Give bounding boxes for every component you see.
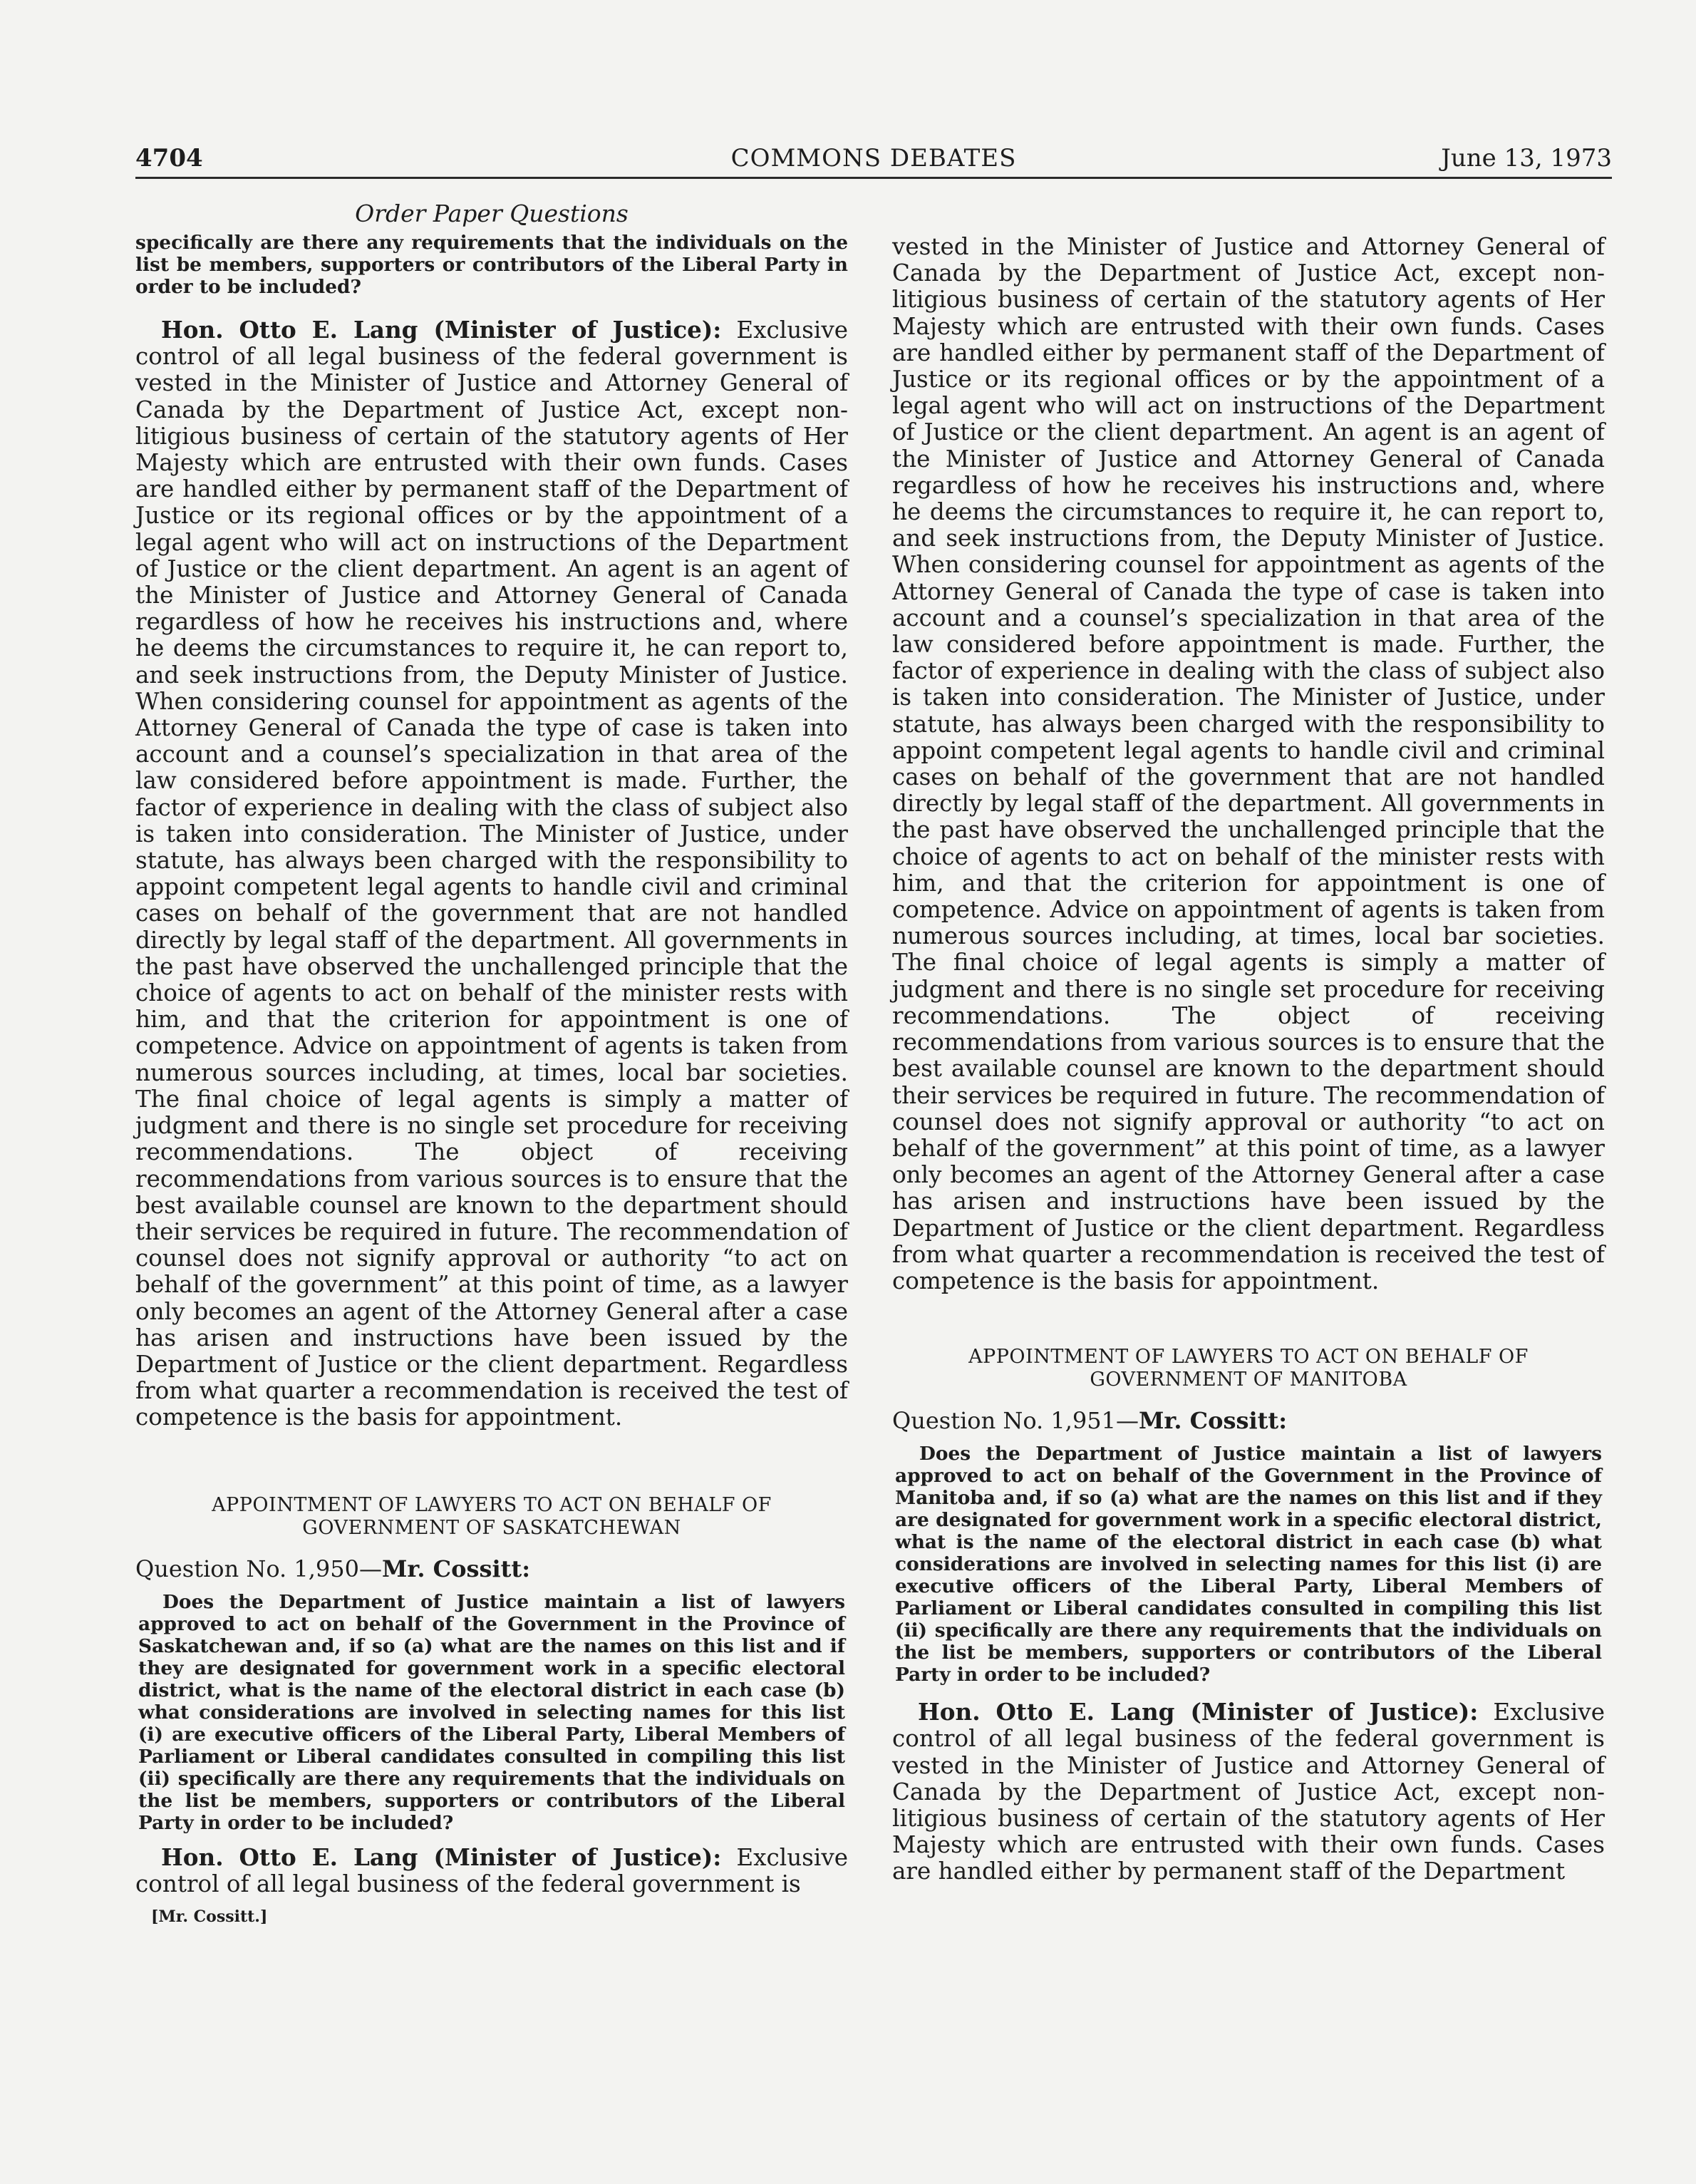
member-name: Mr. Cossitt:	[1139, 1407, 1287, 1435]
speaker-name: Hon. Otto E. Lang (Minister of Justice):	[918, 1698, 1479, 1726]
answer-text: Exclusive control of all legal business of the federal government is vested in the Minister of Justice and Attorney General of Canada by the Department of Justice Act, except non-litigious business of certain of the statutory agents of Her Majesty which are entrusted with their own funds. Cases are handled either by permanent staff of the Department	[892, 1699, 1605, 1885]
right-column	[892, 234, 1605, 1885]
question-text: Does the Department of Justice maintain a list of lawyers approved to act on behalf of the Government in the Province of Manitoba and, if so (a) what are the names on this list and if they are designated for government work in a specific electoral district, what is the name of the electoral district in each case (b) what considerations are involved in selecting names for this list (i) are executive officers of the Liberal Party, Liberal Members of Parliament or Liberal candidates consulted in compiling this list (ii) specifically are there any requirements that the individuals on the list be members, supporters or contributors of the Liberal Party in order to be included?	[895, 1443, 1602, 1686]
page-number: 4704	[135, 144, 203, 172]
section-heading: APPOINTMENT OF LAWYERS TO ACT ON BEHALF OF GOVERNMENT OF MANITOBA	[968, 1346, 1529, 1391]
question-text: Does the Department of Justice maintain a list of lawyers approved to act on behalf of the Government in the Province of Saskatchewan and, if so (a) what are the names on this list and if they are designated for government work in a specific electoral district, what is the name of the electoral district in each case (b) what considerations are involved in selecting names for this list (i) are executive officers of the Liberal Party, Liberal Members of Parliament or Liberal candidates consulted in compiling this list (ii) specifically are there any requirements that the individuals on the list be members, supporters or contributors of the Liberal Party in order to be included?	[138, 1590, 845, 1834]
speaker-name: Hon. Otto E. Lang (Minister of Justice):	[161, 316, 722, 344]
footer-speaker-tag: [Mr. Cossitt.]	[151, 1907, 268, 1926]
member-name: Mr. Cossitt:	[382, 1555, 530, 1582]
running-head: Order Paper Questions	[355, 200, 629, 227]
question-number: Question No. 1,950—	[135, 1555, 382, 1582]
publication-date: June 13, 1973	[1441, 144, 1612, 172]
left-column	[135, 192, 848, 1926]
section-heading: APPOINTMENT OF LAWYERS TO ACT ON BEHALF OF GOVERNMENT OF SASKATCHEWAN	[212, 1493, 772, 1539]
answer-text: Exclusive control of all legal business of the federal government is vested in the Minister of Justice and Attorney General of Canada by the Department of Justice Act, except non-litigious business of certain of the statutory agents of Her Majesty which are entrusted with their own funds. Cases are handled either by permanent staff of the Department of Justice or its regional offices or by the appointment of a legal agent who will act on instructions of the Department of Justice or the client department. An agent is an agent of the Minister of Justice and Attorney General of Canada regardless of how he receives his instructions and, where he deems the circumstances to require it, he can report to, and seek instructions from, the Deputy Minister of Justice. When considering counsel for appointment as agents of the Attorney General of Canada the type of case is taken into account and a counsel’s specialization in that area of the law considered before appointment is made. Further, the factor of experience in dealing with the class of subject also is taken into consideration. The Minister of Justice, under statute, has always been charged with the responsibility to appoint competent legal agents to handle civil and criminal cases on behalf of the government that are not handled directly by legal staff of the department. All governments in the past have observed the unchallenged principle that the choice of agents to act on behalf of the minister rests with him, and that the criterion for appointment is one of competence. Advice on appointment of agents is taken from numerous sources including, at times, local bar societies. The final choice of legal agents is simply a matter of judgment and there is no single set procedure for receiving recommendations. The object of receiving recommendations from various sources is to ensure that the best available counsel are known to the department should their services be required in future. The recommendation of counsel does not signify approval or authority “to act on behalf of the government” at this point of time, as a lawyer only becomes an agent of the Attorney General after a case has arisen and instructions have been issued by the Department of Justice or the client department. Regardless from what quarter a recommendation is received the test of competence is the basis for appointment.	[135, 316, 848, 1431]
question-label	[135, 1555, 848, 1582]
answer-text: Exclusive control of all legal business of the federal government is	[135, 1843, 848, 1897]
answer-paragraph	[135, 1844, 848, 1897]
question-tail: specifically are there any requirements that the individuals on the list be members, supporters or contributors of the Liberal Party in order to be included?	[135, 232, 848, 298]
answer-paragraph	[892, 1699, 1605, 1885]
question-number: Question No. 1,951—	[892, 1407, 1139, 1435]
question-label	[892, 1407, 1605, 1434]
page-header	[135, 141, 1612, 179]
answer-paragraph	[135, 316, 848, 1431]
publication-title: COMMONS DEBATES	[730, 144, 1017, 172]
speaker-name: Hon. Otto E. Lang (Minister of Justice):	[161, 1843, 722, 1871]
answer-continuation: vested in the Minister of Justice and Attorney General of Canada by the Department of Justice Act, except non-litigious business of certain of the statutory agents of Her Majesty which are entrusted with their own funds. Cases are handled either by permanent staff of the Department of Justice or its regional offices or by the appointment of a legal agent who will act on instructions of the Department of Justice or the client department. An agent is an agent of the Minister of Justice and Attorney General of Canada regardless of how he receives his instructions and, where he deems the circumstances to require it, he can report to, and seek instructions from, the Deputy Minister of Justice. When considering counsel for appointment as agents of the Attorney General of Canada the type of case is taken into account and a counsel’s specialization in that area of the law considered before appointment is made. Further, the factor of experience in dealing with the class of subject also is taken into consideration. The Minister of Justice, under statute, has always been charged with the responsibility to appoint competent legal agents to handle civil and criminal cases on behalf of the government that are not handled directly by legal staff of the department. All governments in the past have observed the unchallenged principle that the choice of agents to act on behalf of the minister rests with him, and that the criterion for appointment is one of competence. Advice on appointment of agents is taken from numerous sources including, at times, local bar societies. The final choice of legal agents is simply a matter of judgment and there is no single set procedure for receiving recommendations. The object of receiving recommendations from various sources is to ensure that the best available counsel are known to the department should their services be required in future. The recommendation of counsel does not signify approval or authority “to act on behalf of the government” at this point of time, as a lawyer only becomes an agent of the Attorney General after a case has arisen and instructions have been issued by the Department of Justice or the client department. Regardless from what quarter a recommendation is received the test of competence is the basis for appointment.	[892, 233, 1605, 1294]
